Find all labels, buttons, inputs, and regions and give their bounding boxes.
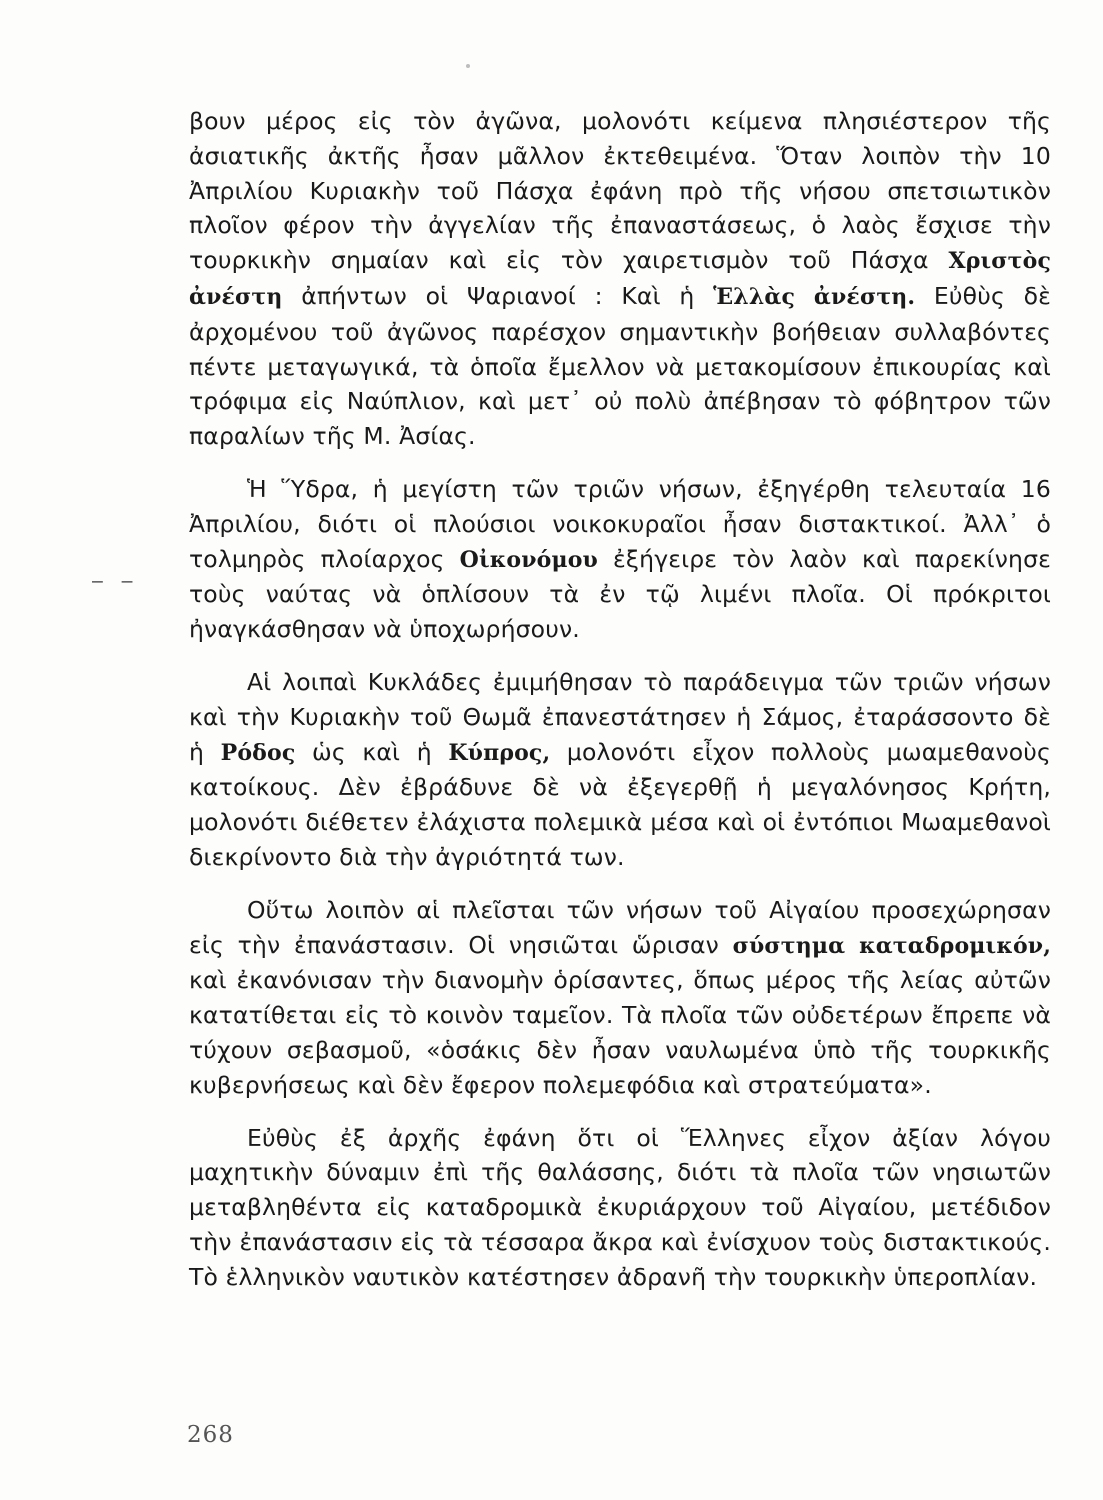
page-number: 268 (187, 1422, 234, 1448)
text-run: ἀπήντων οἱ Ψαριανοί : Καὶ ἡ (282, 281, 714, 310)
paragraph-5 (189, 1121, 1051, 1295)
text-run: Ἡ Ὕδρα, ἡ μεγίστη τῶν τριῶν νήσων, ἐξηγέρθη τελευταία 16 Ἀπριλίου, διότι οἱ πλούσιοι νοικοκυραῖοι ἦσαν διστακτικοί. Ἀλλ᾽ ὁ τολμηρὸς πλοίαρχος (189, 474, 1051, 573)
text-run: ἐξήγειρε τὸν λαὸν καὶ παρεκίνησε τοὺς ναύτας νὰ ὁπλίσουν τὰ ἐν τῷ λιμένι πλοῖα. Οἱ πρόκριτοι ἠναγκάσθησαν νὰ ὑποχωρήσουν. (189, 544, 1051, 644)
text-run: Αἱ λοιπαὶ Κυκλάδες ἐμιμήθησαν τὸ παράδειγμα τῶν τριῶν νήσων καὶ τὴν Κυριακὴν τοῦ Θωμᾶ ἐπανεστάτησεν ἡ Σάμος, ἐταράσσοντο δὲ ἡ (189, 667, 1051, 766)
paragraph-3 (189, 665, 1051, 875)
bold-phrase: Κύπρος, (448, 739, 551, 766)
body-text (189, 104, 1051, 1313)
margin-pencil-mark: — — (92, 571, 137, 592)
text-run: βουν μέρος εἰς τὸν ἀγῶνα, μολονότι κείμενα πλησιέστερον τῆς ἀσιατικῆς ἀκτῆς ἦσαν μᾶλλον ἐκτεθειμένα. Ὅταν λοιπὸν τὴν 10 Ἀπριλίου Κυριακὴν τοῦ Πάσχα ἐφάνη πρὸ τῆς νήσου σπετσιωτικὸν πλοῖον φέρον τὴν ἀγγελίαν τῆς ἐπαναστάσεως, ὁ λαὸς ἔσχισε τὴν τουρκικὴν σημαίαν καὶ εἰς τὸν χαιρετισμὸν τοῦ Πάσχα (189, 107, 1051, 275)
bold-phrase: Οἰκονόμου (459, 546, 598, 573)
bold-phrase: σύστημα καταδρομικόν, (732, 932, 1051, 959)
paragraph-4 (189, 893, 1051, 1103)
text-run: Οὕτω λοιπὸν αἱ πλεῖσται τῶν νήσων τοῦ Αἰγαίου προσεχώρησαν εἰς τὴν ἐπανάστασιν. Οἱ νησιῶται ὥρισαν (189, 895, 1051, 959)
text-run: μολονότι εἶχον πολλοὺς μωαμεθανοὺς κατοίκους. Δὲν ἐβράδυνε δὲ νὰ ἐξεγερθῇ ἡ μεγαλόνησος Κρήτη, μολονότι διέθετεν ἐλάχιστα πολεμικὰ μέσα καὶ οἱ ἐντόπιοι Μωαμεθανοὶ διεκρίνοντο διὰ τὴν ἀγριότητά των. (189, 737, 1051, 871)
paper-speck (466, 64, 470, 68)
text-run: καὶ ἐκανόνισαν τὴν διανομὴν ὁρίσαντες, ὅπως μέρος τῆς λείας αὐτῶν κατατίθεται εἰς τὸ κοινὸν ταμεῖον. Τὰ πλοῖα τῶν οὐδετέρων ἔπρεπε νὰ τύχουν σεβασμοῦ, «ὁσάκις δὲν ἦσαν ναυλωμένα ὑπὸ τῆς τουρκικῆς κυβερνήσεως καὶ δὲν ἔφερον πολεμεφόδια καὶ στρατεύματα». (189, 966, 1051, 1099)
bold-phrase: Ἑλλὰς ἀνέστη. (713, 283, 916, 310)
text-run: Εὐθὺς δὲ ἀρχομένου τοῦ ἀγῶνος παρέσχον σημαντικὴν βοήθειαν συλλαβόντες πέντε μεταγωγικά, τὰ ὁποῖα ἔμελλον νὰ μετακομίσουν ἐπικουρίας καὶ τρόφιμα εἰς Ναύπλιον, καὶ μετ᾽ οὐ πολὺ ἀπέβησαν τὸ φόβητρον τῶν παραλίων τῆς Μ. Ἀσίας. (189, 281, 1051, 451)
bold-phrase: Ρόδος (220, 739, 296, 766)
text-run: ὡς καὶ ἡ (295, 737, 449, 766)
bold-phrase: Χριστὸς ἀνέστη (189, 248, 1051, 310)
paragraph-2 (189, 472, 1051, 647)
text-run: Εὐθὺς ἐξ ἀρχῆς ἐφάνη ὅτι οἱ Ἕλληνες εἶχον ἀξίαν λόγου μαχητικὴν δύναμιν ἐπὶ τῆς θαλάσσης, διότι τὰ πλοῖα τῶν νησιωτῶν μεταβληθέντα εἰς καταδρομικὰ ἐκυριάρχουν τοῦ Αἰγαίου, μετέδιδον τὴν ἐπανάστασιν εἰς τὰ τέσσαρα ἄκρα καὶ ἐνίσχυον τοὺς διστακτικούς. Τὸ ἑλληνικὸν ναυτικὸν κατέστησεν ἀδρανῆ τὴν τουρκικὴν ὑπεροπλίαν. (189, 1123, 1051, 1291)
paragraph-1 (189, 104, 1051, 454)
